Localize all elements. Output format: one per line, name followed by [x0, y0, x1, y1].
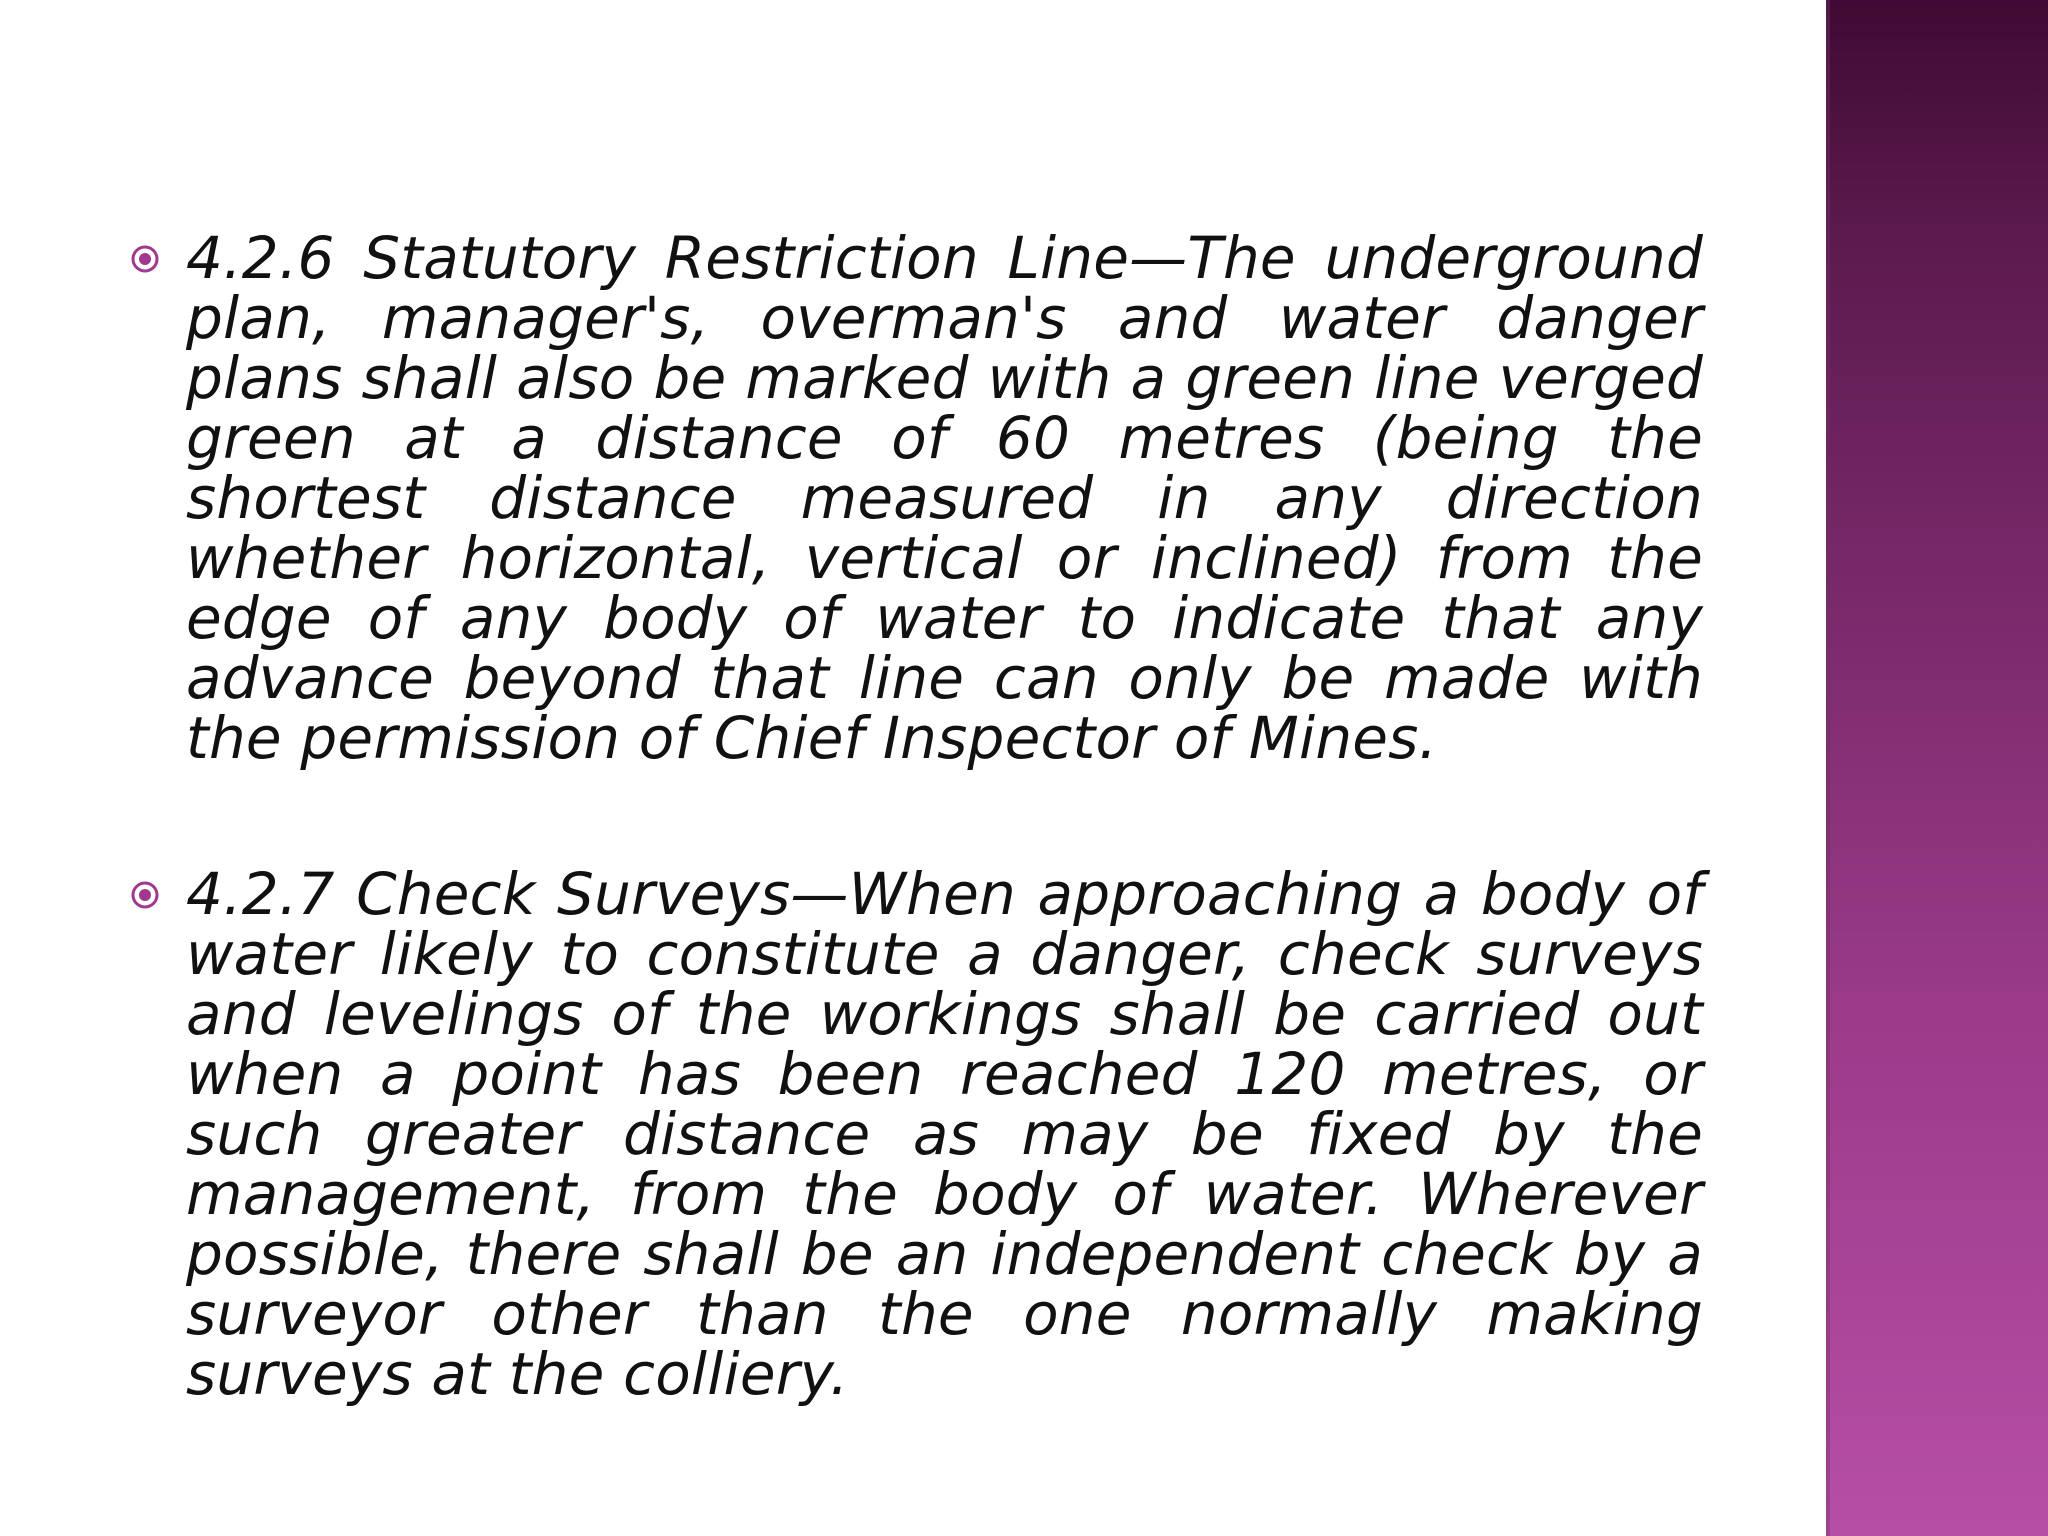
circle-dot-bullet-icon — [130, 880, 160, 910]
circle-dot-bullet-icon — [130, 244, 160, 274]
bullet-text: 4.2.7 Check Surveys—When approaching a body of water likely to constitute a danger, check surveys and levelings of the workings shall be carried out when a point has been reached 120 metres, or such greater distance as may be fixed by the management, from the body of water. Wherever possible, there shall be an independent check by a surveyor other than the one normally making surveys at the colliery. — [186, 860, 1703, 1408]
decorative-side-panel — [1826, 0, 2048, 1536]
bullet-text: 4.2.6 Statutory Restriction Line—The underground plan, manager's, overman's and water danger plans shall also be marked with a green line verged green at a distance of 60 metres (being the shortest distance measured in any direction whether horizontal, vertical or inclined) from the edge of any body of water to indicate that any advance beyond that line can only be made with the permission of Chief Inspector of Mines. — [186, 224, 1703, 772]
side-panel-edge — [1826, 0, 1830, 1536]
